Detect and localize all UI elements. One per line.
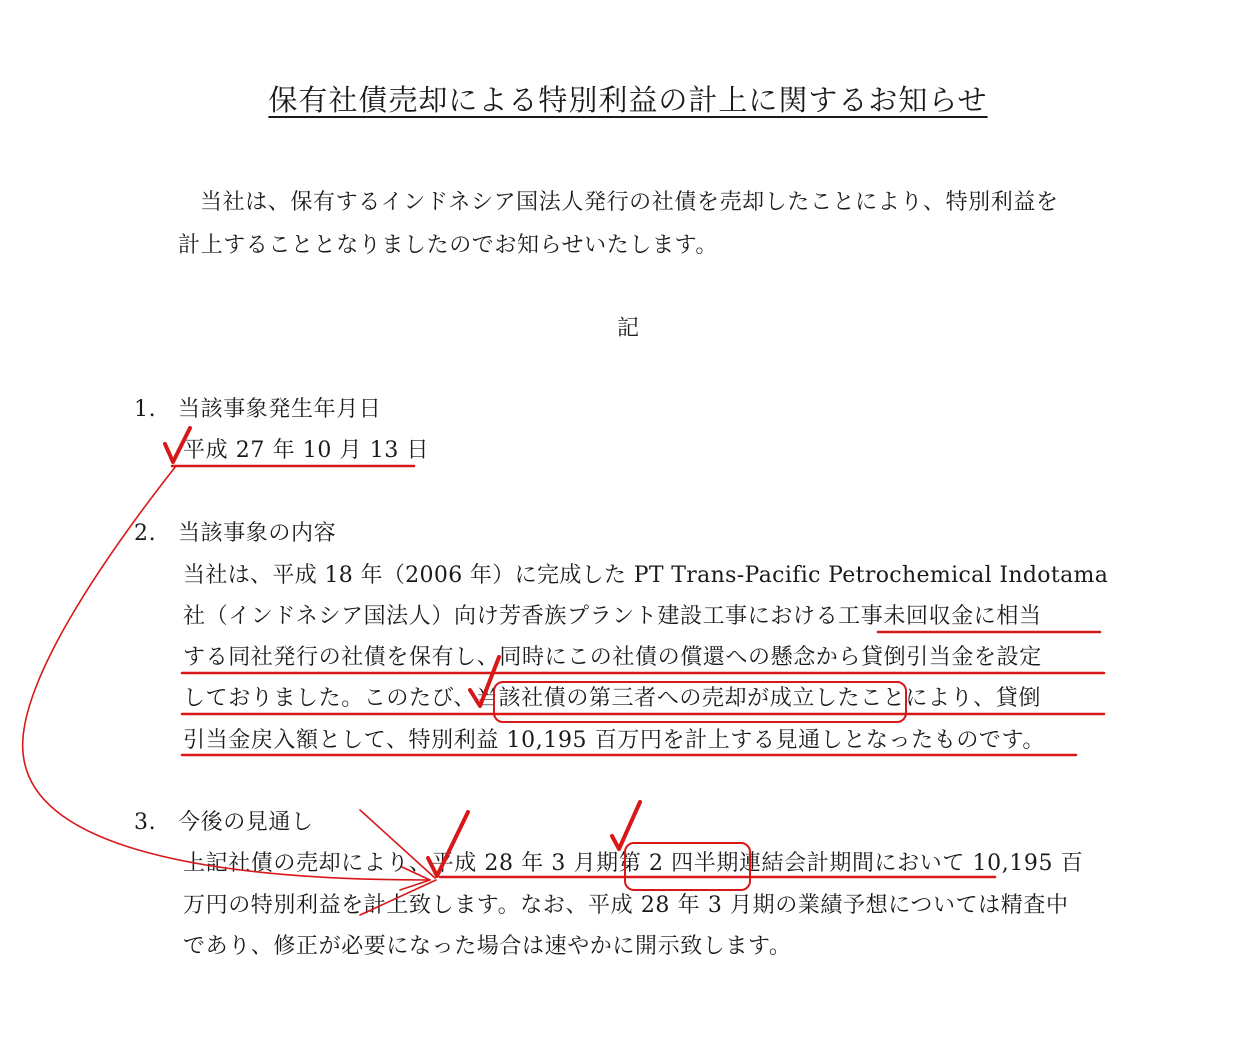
- section-2-line-4: しておりました。このたび、当該社債の第三者への売却が成立したことにより、貸倒: [183, 686, 1041, 711]
- section-2-line-3: する同社発行の社債を保有し、同時にこの社債の償還への懸念から貸倒引当金を設定: [183, 645, 1042, 670]
- section-2-heading: 当該事象の内容: [178, 521, 337, 546]
- intro-line-1: 当社は、保有するインドネシア国法人発行の社債を売却したことにより、特別利益を: [200, 190, 1059, 215]
- document-title-text: 保有社債売却による特別利益の計上に関するお知らせ: [268, 83, 988, 117]
- section-2-line-2: 社（インドネシア国法人）向け芳香族プラント建設工事における工事未回収金に相当: [183, 604, 1042, 629]
- section-2-line-5: 引当金戻入額として、特別利益 10,195 百万円を計上する見通しとなったものです。: [183, 728, 1045, 753]
- section-2-number: 2.: [134, 521, 157, 546]
- section-1-line-1: 平成 27 年 10 月 13 日: [183, 438, 430, 463]
- section-2-line-1: 当社は、平成 18 年（2006 年）に完成した PT Trans-Pacific Petrochemical Indotama: [183, 563, 1109, 588]
- checkmark-section-3b-icon: [612, 802, 640, 849]
- section-1-number: 1.: [134, 397, 157, 422]
- section-3-line-3: であり、修正が必要になった場合は速やかに開示致します。: [183, 934, 792, 959]
- ki-marker: 記: [616, 316, 639, 341]
- section-1-heading: 当該事象発生年月日: [178, 397, 382, 422]
- intro-line-2: 計上することとなりましたのでお知らせいたします。: [178, 233, 718, 258]
- section-3-heading: 今後の見通し: [178, 810, 314, 835]
- section-3-number: 3.: [134, 810, 157, 835]
- section-3-line-2: 万円の特別利益を計上致します。なお、平成 28 年 3 月期の業績予想については精査中: [183, 893, 1069, 918]
- document-title: [0, 82, 1256, 118]
- section-3-line-1: 上記社債の売却により、平成 28 年 3 月期第 2 四半期連結会計期間において 10,195 百: [183, 851, 1084, 876]
